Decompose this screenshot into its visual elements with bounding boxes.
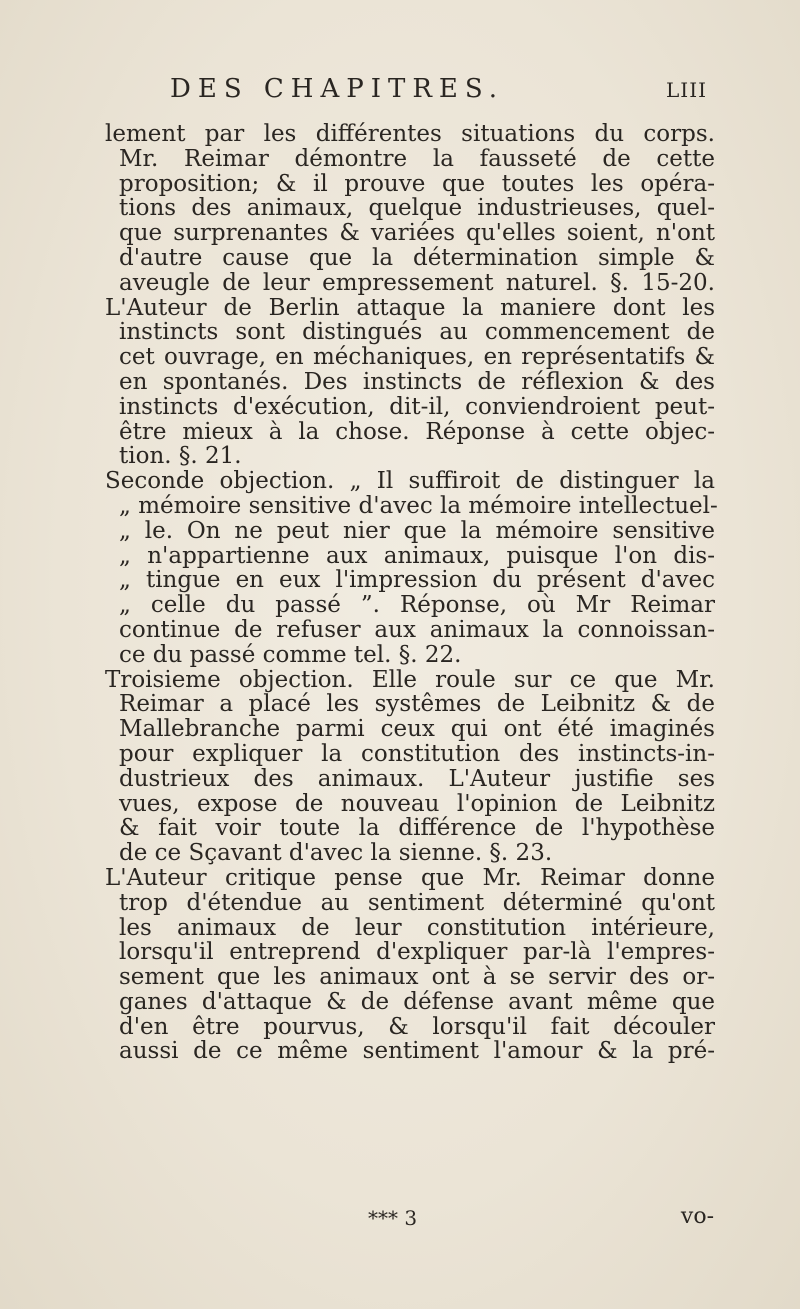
text-line: en spontanés. Des instincts de réflexion & des bbox=[119, 368, 715, 395]
text-line: être mieux à la chose. Réponse à cette objec- bbox=[119, 418, 715, 445]
text-line: trop d'étendue au sentiment déterminé qu'ont bbox=[119, 889, 715, 916]
text-line: Reimar a placé les systêmes de Leibnitz & de bbox=[119, 691, 715, 718]
text-line: „ celle du passé ”. Réponse, où Mr Reimar bbox=[119, 592, 715, 619]
page-number: LIII bbox=[666, 78, 707, 102]
text-line: L'Auteur de Berlin attaque la maniere dont les bbox=[105, 294, 715, 321]
text-line: d'autre cause que la détermination simple & bbox=[119, 244, 715, 271]
text-line: aussi de ce même sentiment l'amour & la pré- bbox=[119, 1038, 715, 1065]
text-line: sement que les animaux ont à se servir des or- bbox=[119, 964, 715, 991]
text-line: L'Auteur critique pense que Mr. Reimar donne bbox=[105, 864, 715, 891]
text-line: que surprenantes & variées qu'elles soient, n'ont bbox=[119, 220, 715, 247]
text-line: Seconde objection. „ Il suffiroit de distinguer la bbox=[105, 468, 715, 495]
text-body bbox=[105, 121, 718, 1065]
text-line: „ mémoire sensitive d'avec la mémoire intellectuel- bbox=[119, 492, 718, 519]
text-line: d'en être pourvus, & lorsqu'il fait découler bbox=[119, 1013, 715, 1040]
running-header bbox=[170, 74, 715, 110]
text-line: Mr. Reimar démontre la fausseté de cette bbox=[119, 145, 715, 172]
text-line: proposition; & il prouve que toutes les opéra- bbox=[119, 170, 715, 197]
text-line: lement par les différentes situations du corps. bbox=[105, 121, 715, 147]
text-line: Troisieme objection. Elle roule sur ce que Mr. bbox=[105, 666, 715, 693]
text-line: „ le. On ne peut nier que la mémoire sensitive bbox=[119, 517, 715, 544]
text-line: pour expliquer la constitution des instincts-in- bbox=[119, 740, 715, 767]
text-line: aveugle de leur empressement naturel. §. 15-20. bbox=[119, 269, 715, 296]
text-line: dustrieux des animaux. L'Auteur justifie ses bbox=[119, 765, 715, 792]
text-line: de ce Sçavant d'avec la sienne. §. 23. bbox=[119, 840, 553, 867]
text-line: Mallebranche parmi ceux qui ont été imaginés bbox=[119, 716, 715, 743]
text-line: instincts d'exécution, dit-il, conviendroient peut- bbox=[119, 393, 715, 420]
text-line: cet ouvrage, en méchaniques, en représentatifs & bbox=[119, 344, 715, 371]
running-title: DES CHAPITRES. bbox=[170, 74, 505, 104]
text-line: les animaux de leur constitution intérieure, bbox=[119, 914, 715, 941]
text-line: „ tingue en eux l'impression du présent d'avec bbox=[119, 567, 715, 594]
text-line: vues, expose de nouveau l'opinion de Leibnitz bbox=[119, 790, 715, 817]
text-line: & fait voir toute la différence de l'hypothèse bbox=[119, 815, 715, 842]
signature-mark: *** 3 bbox=[368, 1206, 418, 1230]
text-line: continue de refuser aux animaux la connoissan- bbox=[119, 616, 715, 643]
text-line: tions des animaux, quelque industrieuses, quel- bbox=[119, 195, 715, 222]
text-line: ganes d'attaque & de défense avant même que bbox=[119, 988, 715, 1015]
catchword: vo- bbox=[680, 1204, 714, 1229]
text-line: tion. §. 21. bbox=[119, 443, 242, 470]
text-line: „ n'appartienne aux animaux, puisque l'on dis- bbox=[119, 542, 715, 569]
text-line: ce du passé comme tel. §. 22. bbox=[119, 641, 462, 668]
text-line: lorsqu'il entreprend d'expliquer par-là l'empres- bbox=[119, 939, 715, 966]
text-line: instincts sont distingués au commencement de bbox=[119, 319, 715, 346]
